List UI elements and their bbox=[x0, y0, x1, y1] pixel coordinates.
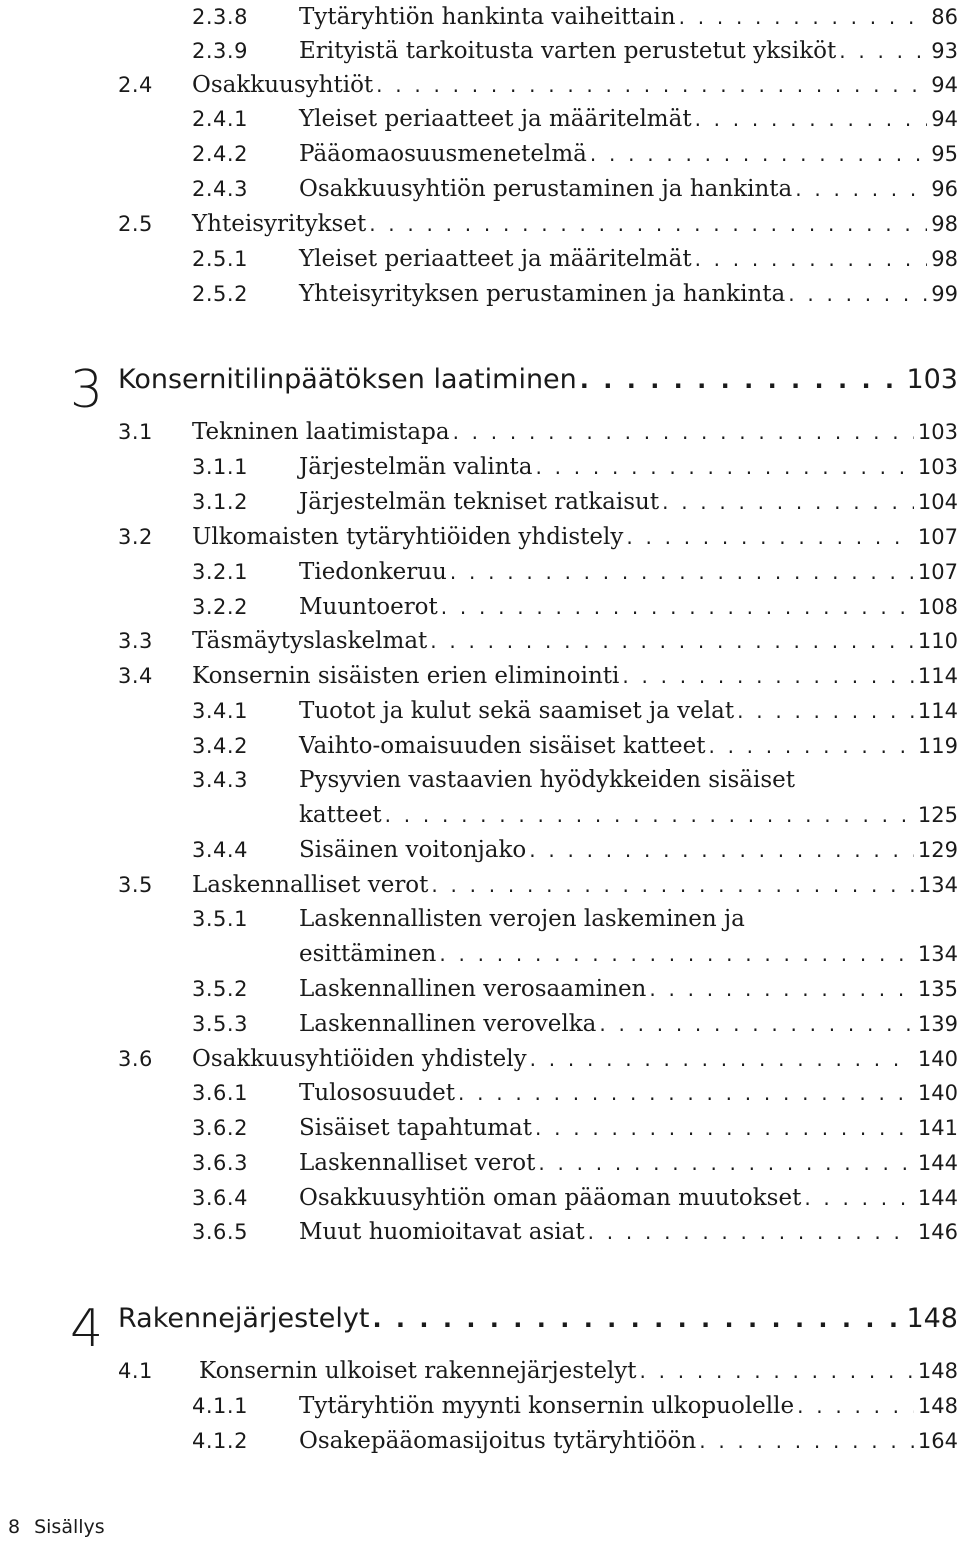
toc-entry[interactable] bbox=[0, 624, 960, 658]
toc-entry[interactable] bbox=[0, 1424, 960, 1458]
entry-page: 110 bbox=[917, 629, 958, 653]
entry-page: 103 bbox=[917, 420, 958, 444]
toc-entry[interactable] bbox=[0, 1076, 960, 1110]
entry-page: 94 bbox=[931, 73, 958, 97]
entry-page: 164 bbox=[917, 1429, 958, 1453]
entry-number: 3.4.4 bbox=[192, 838, 248, 862]
toc-entry[interactable] bbox=[0, 694, 960, 728]
toc-entry[interactable] bbox=[0, 450, 960, 484]
entry-number: 3.5 bbox=[118, 873, 153, 897]
entry-page: 134 bbox=[917, 873, 958, 897]
entry-page: 94 bbox=[931, 107, 958, 131]
toc-entry[interactable] bbox=[0, 1354, 960, 1388]
entry-page: 114 bbox=[917, 664, 958, 688]
entry-number: 3.5.1 bbox=[192, 907, 248, 931]
toc-entry[interactable] bbox=[0, 1215, 960, 1249]
entry-title: Täsmäytyslaskelmat bbox=[192, 628, 428, 654]
toc-entry[interactable] bbox=[0, 972, 960, 1006]
entry-number: 2.5.1 bbox=[192, 247, 248, 271]
entry-number: 3.1 bbox=[118, 420, 153, 444]
chapter-number: 4 bbox=[70, 1299, 104, 1359]
entry-page: 140 bbox=[917, 1081, 958, 1105]
entry-page: 139 bbox=[917, 1012, 958, 1036]
entry-title: Laskennalliset verot bbox=[192, 872, 429, 898]
entry-title: Laskennallisten verojen laskeminen ja bbox=[299, 906, 745, 932]
toc-entry[interactable] bbox=[0, 868, 960, 902]
toc-entry[interactable] bbox=[0, 102, 960, 136]
entry-number: 3.2.2 bbox=[192, 595, 248, 619]
entry-title: Tuotot ja kulut sekä saamiset ja velat bbox=[299, 698, 735, 724]
entry-number: 2.5 bbox=[118, 212, 153, 236]
entry-title: Osakkuusyhtiön perustaminen ja hankinta bbox=[299, 176, 793, 202]
entry-number: 4.1.1 bbox=[192, 1394, 248, 1418]
entry-page: 98 bbox=[931, 212, 958, 236]
entry-page: 107 bbox=[917, 560, 958, 584]
entry-title: Sisäinen voitonjako bbox=[299, 837, 527, 863]
entry-page: 135 bbox=[917, 977, 958, 1001]
entry-number: 4.1.2 bbox=[192, 1429, 248, 1453]
entry-number: 3.5.2 bbox=[192, 977, 248, 1001]
entry-number: 3.6.2 bbox=[192, 1116, 248, 1140]
chapter-title: Konsernitilinpäätöksen laatiminen bbox=[118, 364, 577, 395]
entry-title: Yhteisyrityksen perustaminen ja hankinta bbox=[299, 281, 786, 307]
toc-entry[interactable] bbox=[0, 34, 960, 68]
toc-entry-continuation[interactable] bbox=[0, 937, 960, 971]
entry-title: Pysyvien vastaavien hyödykkeiden sisäiset bbox=[299, 767, 795, 793]
entry-page: 108 bbox=[917, 595, 958, 619]
entry-number: 3.1.2 bbox=[192, 490, 248, 514]
chapter-page: 148 bbox=[906, 1303, 958, 1334]
entry-title: Laskennalliset verot bbox=[299, 1150, 536, 1176]
entry-page: 140 bbox=[917, 1047, 958, 1071]
entry-number: 4.1 bbox=[118, 1359, 153, 1383]
entry-title: Laskennallinen verovelka bbox=[299, 1011, 597, 1037]
toc-entry[interactable] bbox=[0, 68, 960, 102]
entry-page: 129 bbox=[917, 838, 958, 862]
entry-page: 98 bbox=[931, 247, 958, 271]
entry-title: Yhteisyritykset bbox=[192, 211, 367, 237]
entry-title: Pääomaosuusmenetelmä bbox=[299, 141, 587, 167]
toc-entry[interactable] bbox=[0, 485, 960, 519]
toc-entry[interactable] bbox=[0, 1389, 960, 1423]
page-number: 8 bbox=[8, 1516, 21, 1538]
entry-page: 134 bbox=[917, 942, 958, 966]
entry-number: 2.3.9 bbox=[192, 39, 248, 63]
entry-title: Järjestelmän tekniset ratkaisut bbox=[299, 489, 660, 515]
toc-entry[interactable] bbox=[0, 590, 960, 624]
entry-title: Tytäryhtiön myynti konsernin ulkopuolelle bbox=[299, 1393, 795, 1419]
entry-title: Tulososuudet bbox=[299, 1080, 456, 1106]
entry-title: Tytäryhtiön hankinta vaiheittain bbox=[299, 4, 676, 30]
entry-page: 107 bbox=[917, 525, 958, 549]
entry-title: Osakkuusyhtiön oman pääoman muutokset bbox=[299, 1185, 802, 1211]
entry-title: Osakkuusyhtiöt bbox=[192, 72, 374, 98]
entry-title: Muut huomioitavat asiat bbox=[299, 1219, 585, 1245]
entry-number: 2.5.2 bbox=[192, 282, 248, 306]
toc-entry[interactable] bbox=[0, 137, 960, 171]
entry-page: 148 bbox=[917, 1394, 958, 1418]
toc-entry[interactable] bbox=[0, 0, 960, 34]
entry-number: 3.2.1 bbox=[192, 560, 248, 584]
entry-number: 3.4.3 bbox=[192, 768, 248, 792]
entry-number: 3.1.1 bbox=[192, 455, 248, 479]
entry-title-continuation: esittäminen bbox=[299, 941, 437, 967]
running-section-title: Sisällys bbox=[34, 1516, 105, 1538]
entry-title: Sisäiset tapahtumat bbox=[299, 1115, 532, 1141]
entry-number: 3.6 bbox=[118, 1047, 153, 1071]
entry-number: 3.4.2 bbox=[192, 734, 248, 758]
entry-page: 125 bbox=[917, 803, 958, 827]
toc-entry[interactable] bbox=[0, 1042, 960, 1076]
entry-page: 141 bbox=[917, 1116, 958, 1140]
entry-title: Erityistä tarkoitusta varten perustetut yksiköt bbox=[299, 38, 837, 64]
chapter-page: 103 bbox=[906, 364, 958, 395]
toc-entry[interactable] bbox=[0, 763, 960, 797]
toc-entry[interactable] bbox=[0, 277, 960, 311]
entry-number: 3.6.1 bbox=[192, 1081, 248, 1105]
entry-title: Osakepääomasijoitus tytäryhtiöön bbox=[299, 1428, 697, 1454]
entry-title: Järjestelmän valinta bbox=[299, 454, 533, 480]
toc-entry[interactable] bbox=[0, 555, 960, 589]
chapter-heading[interactable] bbox=[0, 1297, 960, 1357]
entry-title-continuation: katteet bbox=[299, 802, 382, 828]
entry-number: 3.4 bbox=[118, 664, 153, 688]
entry-page: 144 bbox=[917, 1186, 958, 1210]
entry-page: 144 bbox=[917, 1151, 958, 1175]
toc-entry[interactable] bbox=[0, 659, 960, 693]
entry-page: 114 bbox=[917, 699, 958, 723]
toc-entry[interactable] bbox=[0, 1181, 960, 1215]
entry-title: Tiedonkeruu bbox=[299, 559, 447, 585]
toc-entry[interactable] bbox=[0, 833, 960, 867]
toc-entry[interactable] bbox=[0, 172, 960, 206]
chapter-heading[interactable] bbox=[0, 358, 960, 418]
toc-entry[interactable] bbox=[0, 902, 960, 936]
entry-page: 99 bbox=[931, 282, 958, 306]
chapter-number: 3 bbox=[70, 360, 104, 420]
entry-number: 3.2 bbox=[118, 525, 153, 549]
toc-entry[interactable] bbox=[0, 207, 960, 241]
toc-entry[interactable] bbox=[0, 1007, 960, 1041]
entry-number: 3.4.1 bbox=[192, 699, 248, 723]
entry-page: 93 bbox=[931, 39, 958, 63]
entry-number: 2.4 bbox=[118, 73, 153, 97]
toc-entry-continuation[interactable] bbox=[0, 798, 960, 832]
entry-title: Ulkomaisten tytäryhtiöiden yhdistely bbox=[192, 524, 624, 550]
toc-entry[interactable] bbox=[0, 520, 960, 554]
entry-page: 96 bbox=[931, 177, 958, 201]
entry-title: Yleiset periaatteet ja määritelmät bbox=[299, 246, 692, 272]
page-footer bbox=[8, 1516, 105, 1538]
entry-page: 119 bbox=[917, 734, 958, 758]
entry-page: 104 bbox=[917, 490, 958, 514]
toc-entry[interactable] bbox=[0, 415, 960, 449]
entry-page: 86 bbox=[931, 5, 958, 29]
entry-number: 3.5.3 bbox=[192, 1012, 248, 1036]
entry-number: 2.4.3 bbox=[192, 177, 248, 201]
toc-entry[interactable] bbox=[0, 1111, 960, 1145]
entry-number: 3.3 bbox=[118, 629, 153, 653]
entry-title: Konsernin ulkoiset rakennejärjestelyt bbox=[199, 1358, 637, 1384]
entry-title: Osakkuusyhtiöiden yhdistely bbox=[192, 1046, 527, 1072]
chapter-title: Rakennejärjestelyt bbox=[118, 1303, 370, 1334]
toc-entry[interactable] bbox=[0, 729, 960, 763]
entry-number: 2.3.8 bbox=[192, 5, 248, 29]
entry-number: 2.4.1 bbox=[192, 107, 248, 131]
entry-title: Yleiset periaatteet ja määritelmät bbox=[299, 106, 692, 132]
entry-number: 3.6.4 bbox=[192, 1186, 248, 1210]
entry-number: 3.6.3 bbox=[192, 1151, 248, 1175]
toc-entry[interactable] bbox=[0, 1146, 960, 1180]
entry-page: 148 bbox=[917, 1359, 958, 1383]
entry-title: Tekninen laatimistapa bbox=[192, 419, 450, 445]
toc-entry[interactable] bbox=[0, 242, 960, 276]
entry-title: Laskennallinen verosaaminen bbox=[299, 976, 647, 1002]
entry-title: Konsernin sisäisten erien eliminointi bbox=[192, 663, 620, 689]
entry-number: 3.6.5 bbox=[192, 1220, 248, 1244]
entry-page: 103 bbox=[917, 455, 958, 479]
entry-number: 2.4.2 bbox=[192, 142, 248, 166]
entry-page: 95 bbox=[931, 142, 958, 166]
entry-page: 146 bbox=[917, 1220, 958, 1244]
entry-title: Vaihto-omaisuuden sisäiset katteet bbox=[299, 733, 706, 759]
entry-title: Muuntoerot bbox=[299, 594, 438, 620]
